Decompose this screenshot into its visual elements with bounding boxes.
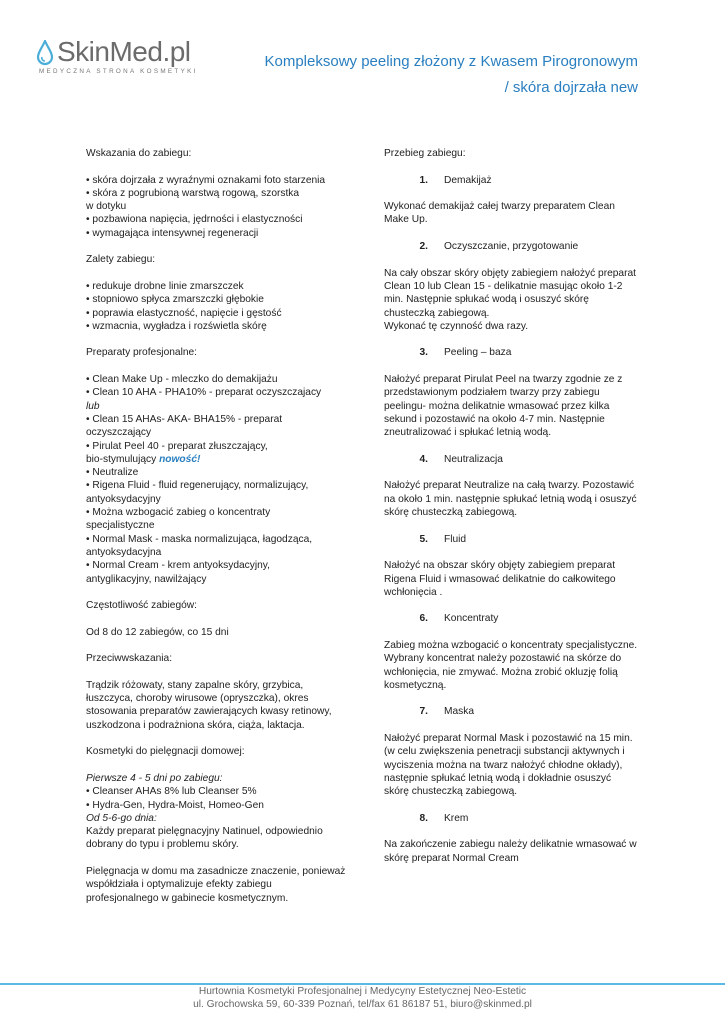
- paragraph-line: Na cały obszar skóry objęty zabiegiem nałożyć preparat: [384, 267, 636, 279]
- title-line-1: Kompleksowy peeling złożony z Kwasem Pirogronowym: [264, 53, 638, 70]
- step-heading: [384, 705, 644, 718]
- step-number: 7.: [419, 706, 428, 718]
- step-heading: [384, 812, 644, 825]
- step-label: Demakijaż: [444, 174, 492, 186]
- paragraph-line: (w celu zwiększenia penetracji substancji aktywnych i: [384, 746, 625, 758]
- paragraph: Od 8 do 12 zabiegów, co 15 dni: [86, 626, 229, 638]
- paragraph-line: zneutralizować i spłukać letnią wodą.: [384, 427, 552, 439]
- right-column: [384, 147, 644, 865]
- page-title: [265, 49, 639, 101]
- water-drop-icon: [36, 40, 54, 66]
- paragraph-line: Na zakończenie zabiegu należy delikatnie wmasować w: [384, 839, 637, 851]
- list-item: • wymagająca intensywnej regeneracji: [86, 227, 259, 239]
- paragraph-line: wchłonięcia, nie zmywać. Można zrobić okluzję folią: [384, 666, 618, 678]
- list-item: • Clean 15 AHAs- AKA- BHA15% - preparat: [86, 413, 283, 425]
- paragraph-line: na około 1 min. następnie spłukać letnią wodą i osuszyć: [384, 493, 637, 505]
- list-item: • Normal Cream - krem antyoksydacyjny,: [86, 560, 270, 572]
- step-number: 3.: [419, 347, 428, 359]
- step-heading: [384, 453, 644, 466]
- logo-tagline: MEDYCZNA STRONA KOSMETYKI: [39, 68, 198, 75]
- logo-name: SkinMed.pl: [57, 36, 191, 67]
- list-item: • pozbawiona napięcia, jędrności i elastyczności: [86, 214, 303, 226]
- paragraph-line: Nałożyć preparat Normal Mask i pozostawić na 15 min.: [384, 733, 633, 745]
- list-item: antyglikacyjny, nawilżający: [86, 573, 207, 585]
- list-item: • Pirulat Peel 40 - preparat złuszczający,: [86, 440, 268, 452]
- step-label: Peeling – baza: [444, 347, 512, 359]
- list-item: specjalistyczne: [86, 520, 155, 532]
- paragraph-line: uszkodzona i podrażniona skóra, ciąża, laktacja.: [86, 719, 305, 731]
- paragraph-line: Trądzik różowaty, stany zapalne skóry, grzybica,: [86, 679, 304, 691]
- list-item: • wzmacnia, wygładza i rozświetla skórę: [86, 320, 267, 332]
- paragraph-line: łuszczyca, choroby wirusowe (opryszczka), okres: [86, 693, 309, 705]
- list-item: antyoksydacyjna: [86, 546, 162, 558]
- paragraph-line: Nałożyć preparat Pirulat Peel na twarzy zgodnie ze z: [384, 374, 623, 386]
- list-item: • stopniowo spłyca zmarszczki głębokie: [86, 294, 264, 306]
- step-number: 2.: [419, 241, 428, 253]
- section-heading: Kosmetyki do pielęgnacji domowej:: [86, 746, 245, 758]
- list-item: • redukuje drobne linie zmarszczek: [86, 280, 244, 292]
- paragraph-line: Wykonać demakijaż całej twarzy preparatem Clean: [384, 201, 615, 213]
- step-label: Fluid: [444, 533, 467, 545]
- subheading: Pierwsze 4 - 5 dni po zabiegu:: [86, 772, 223, 784]
- list-item: • Clean Make Up - mleczko do demakijażu: [86, 374, 278, 386]
- step-label: Koncentraty: [444, 613, 499, 625]
- paragraph-line: współdziała i optymalizuje efekty zabiegu: [86, 879, 272, 891]
- list-item: • skóra z pogrubioną warstwą rogową, szorstka: [86, 187, 300, 199]
- paragraph-line: wyciszenia można na twarz nałożyć chłodne okłady),: [384, 759, 623, 771]
- paragraph-line: Wykonać tę czynność dwa razy.: [384, 320, 529, 332]
- list-item: • Normal Mask - maska normalizująca, łagodząca,: [86, 533, 313, 545]
- step-number: 6.: [419, 613, 428, 625]
- paragraph-line: kosmetyczną.: [384, 679, 447, 691]
- step-heading: [384, 174, 644, 187]
- subheading: Od 5-6-go dnia:: [86, 812, 157, 824]
- list-item: antyoksydacyjny: [86, 493, 161, 505]
- list-item: • skóra dojrzała z wyraźnymi oznakami foto starzenia: [86, 174, 326, 186]
- paragraph-line: skórę chusteczką zabiegową.: [384, 507, 518, 519]
- step-heading: [384, 240, 644, 253]
- paragraph-line: dobrany do typu i problemu skóry.: [86, 839, 239, 851]
- step-label: Krem: [444, 812, 469, 824]
- paragraph-line: skórę preparat Normal Cream: [384, 852, 519, 864]
- paragraph-line: min. Następnie spłukać wodą i osuszyć skórę: [384, 294, 589, 306]
- paragraph-line: Wybrany koncentrat należy pozostawić na skórze do: [384, 653, 622, 665]
- footer-line-2: ul. Grochowska 59, 60-339 Poznań, tel/fax 61 86187 51, biuro@skinmed.pl: [193, 998, 532, 1010]
- paragraph-line: profesjonalnego w gabinecie kosmetycznym.: [86, 892, 289, 904]
- section-heading: Zalety zabiegu:: [86, 254, 156, 266]
- section-heading: Przeciwwskazania:: [86, 653, 173, 665]
- paragraph-line: stosowania preparatów zawierających kwasy retinowy,: [86, 706, 332, 718]
- list-item: [86, 453, 351, 466]
- list-item: • Można wzbogacić zabieg o koncentraty: [86, 507, 271, 519]
- new-badge: nowość!: [159, 453, 201, 465]
- list-item: lub: [86, 400, 100, 412]
- footer-divider: [0, 983, 725, 985]
- step-label: Oczyszczanie, przygotowanie: [444, 241, 579, 253]
- list-item: • poprawia elastyczność, napięcie i gęstość: [86, 307, 282, 319]
- step-label: Maska: [444, 706, 475, 718]
- paragraph-line: chusteczką zabiegową.: [384, 307, 490, 319]
- paragraph-line: Nałożyć na obszar skóry objęty zabiegiem preparat: [384, 560, 616, 572]
- list-item: • Rigena Fluid - fluid regenerujący, normalizujący,: [86, 480, 309, 492]
- section-heading: Preparaty profesjonalne:: [86, 347, 197, 359]
- step-label: Neutralizacja: [444, 453, 503, 465]
- footer-line-1: Hurtownia Kosmetyki Profesjonalnej i Medycyny Estetycznej Neo-Estetic: [198, 986, 527, 997]
- footer: [0, 986, 725, 1011]
- paragraph-line: następnie spłukać letnią wodą i dokładnie osuszyć: [384, 772, 612, 784]
- paragraph-line: skórę chusteczką zabiegową.: [384, 786, 518, 798]
- list-item: • Cleanser AHAs 8% lub Cleanser 5%: [86, 786, 257, 798]
- step-number: 4.: [419, 453, 428, 465]
- section-heading: Wskazania do zabiegu:: [86, 148, 192, 159]
- paragraph-line: przedstawionym podziałem twarzy przy zabiegu: [384, 387, 600, 399]
- paragraph-line: Nałożyć preparat Neutralize na całą twarzy. Pozostawić: [384, 480, 635, 492]
- step-number: 1.: [419, 174, 428, 186]
- list-item: w dotyku: [86, 201, 127, 213]
- paragraph-line: Rigena Fluid i wmasować delikatnie do całkowitego: [384, 573, 616, 585]
- paragraph-line: sekund i pozostawić na około 4-7 min. Następnie: [384, 413, 605, 425]
- list-item: • Neutralize: [86, 467, 139, 479]
- paragraph-line: Zabieg można wzbogacić o koncentraty specjalistyczne.: [384, 639, 638, 651]
- step-heading: [384, 346, 644, 359]
- paragraph-line: peelingu- można delikatnie wmasować przez kilka: [384, 400, 610, 412]
- paragraph-line: Make Up.: [384, 214, 428, 226]
- step-heading: [384, 533, 644, 546]
- step-number: 5.: [419, 533, 428, 545]
- list-item: oczyszczający: [86, 427, 152, 439]
- paragraph-line: wchłonięcia .: [384, 586, 443, 598]
- section-heading: Częstotliwość zabiegów:: [86, 600, 197, 612]
- list-item-text: bio-stymulujący: [86, 453, 157, 465]
- left-column: [86, 147, 351, 905]
- step-heading: [384, 612, 644, 625]
- list-item: • Hydra-Gen, Hydra-Moist, Homeo-Gen: [86, 799, 264, 811]
- section-heading: Przebieg zabiegu:: [384, 148, 466, 159]
- paragraph-line: Clean 10 lub Clean 15 - delikatnie masując około 1-2: [384, 280, 623, 292]
- list-item: • Clean 10 AHA - PHA10% - preparat oczyszczajacy: [86, 387, 322, 399]
- paragraph-line: Każdy preparat pielęgnacyjny Natinuel, odpowiednio: [86, 826, 323, 838]
- step-number: 8.: [419, 812, 428, 824]
- paragraph-line: Pielęgnacja w domu ma zasadnicze znaczenie, ponieważ: [86, 866, 346, 878]
- title-line-2: / skóra dojrzała new: [504, 79, 638, 96]
